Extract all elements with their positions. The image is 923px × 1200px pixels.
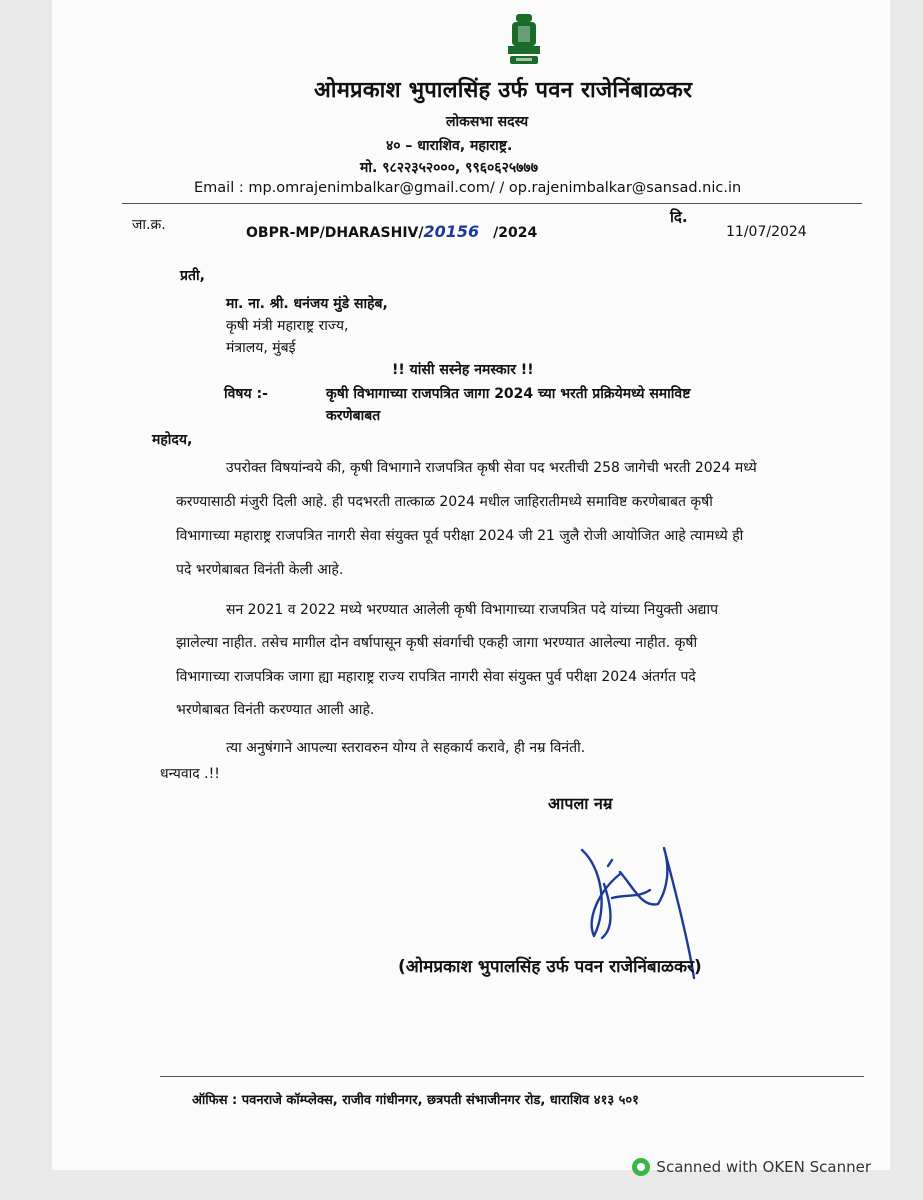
paragraph-3: त्या अनुषंगाने आपल्या स्तरावरुन योग्य ते सहकार्य करावे, ही नम्र विनंती. <box>226 740 586 756</box>
reference-label: जा.क्र. <box>132 217 166 233</box>
paragraph-1-line-1: उपरोक्त विषयांन्वये की, कृषी विभागाने राजपत्रित कृषी सेवा पद भरतीची 258 जागेची भरती 2024 मध्ये <box>226 460 757 476</box>
subject-label: विषय :- <box>224 386 268 402</box>
scanner-watermark-text: Scanned with OKEN Scanner <box>656 1158 871 1176</box>
paragraph-2-line-2: झालेल्या नाहीत. तसेच मागील दोन वर्षापासून कृषी संवर्गाची एकही जागा भरण्यात आलेल्या नाहीत. कृषी <box>176 635 698 651</box>
scanner-watermark <box>632 1158 871 1176</box>
national-emblem-icon <box>502 12 546 68</box>
reference-handwritten-number: 20156 <box>423 222 480 241</box>
to-label: प्रती, <box>180 268 205 284</box>
reference-suffix: /2024 <box>493 225 538 241</box>
reference-prefix: OBPR-MP/DHARASHIV/ <box>246 225 424 241</box>
subject-line-2: करणेबाबत <box>326 408 381 424</box>
letterhead-constituency: ४० – धाराशिव, महाराष्ट्र. <box>386 138 513 154</box>
paragraph-2-line-4: भरणेबाबत विनंती करण्यात आली आहे. <box>176 702 375 718</box>
letter-date: 11/07/2024 <box>726 224 807 240</box>
oken-logo-icon <box>632 1158 650 1176</box>
letterhead-designation: लोकसभा सदस्य <box>446 114 529 130</box>
letterhead-phone: मो. ९८२२३५२०००, ९९६०६२५७७७ <box>360 160 538 176</box>
paragraph-1-line-3: विभागाच्या महाराष्ट्र राजपत्रित नागरी सेवा संयुक्त पूर्व परीक्षा 2024 जी 21 जुलै रोजी आयोजित आहे त्यामध्ये ही <box>176 528 744 544</box>
paragraph-1-line-2: करण्यासाठी मंजुरी दिली आहे. ही पदभरती तात्काळ 2024 मधील जाहिरातीमध्ये समाविष्ट करणेबाबत कृषी <box>176 494 713 510</box>
paragraph-2-line-3: विभागाच्या राजपत्रिक जागा ह्या महाराष्ट्र राज्य रापत्रित नागरी सेवा संयुक्त पुर्व परीक्षा 2024 अंतर्गत पदे <box>176 669 696 685</box>
salutation: महोदय, <box>152 432 193 448</box>
letter-page <box>52 0 890 1170</box>
recipient-designation: कृषी मंत्री महाराष्ट्र राज्य, <box>226 318 349 334</box>
signatory-name: (ओमप्रकाश भुपालसिंह उर्फ पवन राजेनिंबाळकर) <box>398 957 702 977</box>
paragraph-2-line-1: सन 2021 व 2022 मध्ये भरण्यात आलेली कृषी विभागाच्या राजपत्रित पदे यांच्या नियुक्ती अद्याप <box>226 602 719 618</box>
reference-number <box>246 222 537 241</box>
thanks-line: धन्यवाद .!! <box>160 766 220 782</box>
greeting: !! यांसी सस्नेह नमस्कार !! <box>392 362 534 378</box>
subject-line-1: कृषी विभागाच्या राजपत्रित जागा 2024 च्या भरती प्रक्रियेमध्ये समाविष्ट <box>326 386 691 402</box>
paragraph-1-line-4: पदे भरणेबाबत विनंती केली आहे. <box>176 562 344 578</box>
footer-address: ऑफिस : पवनराजे कॉम्प्लेक्स, राजीव गांधीनगर, छत्रपती संभाजीनगर रोड, धाराशिव ४१३ ५०१ <box>192 1093 639 1108</box>
recipient-name: मा. ना. श्री. धनंजय मुंडे साहेब, <box>226 296 388 312</box>
date-label: दि. <box>670 208 688 226</box>
closing-phrase: आपला नम्र <box>548 794 613 813</box>
footer-divider-top <box>160 1076 864 1077</box>
header-divider <box>122 203 862 204</box>
letterhead-name: ओमप्रकाश भुपालसिंह उर्फ पवन राजेनिंबाळकर <box>314 78 693 103</box>
recipient-office: मंत्रालय, मुंबई <box>226 340 296 356</box>
letterhead-email: Email : mp.omrajenimbalkar@gmail.com/ / op.rajenimbalkar@sansad.nic.in <box>194 180 742 196</box>
